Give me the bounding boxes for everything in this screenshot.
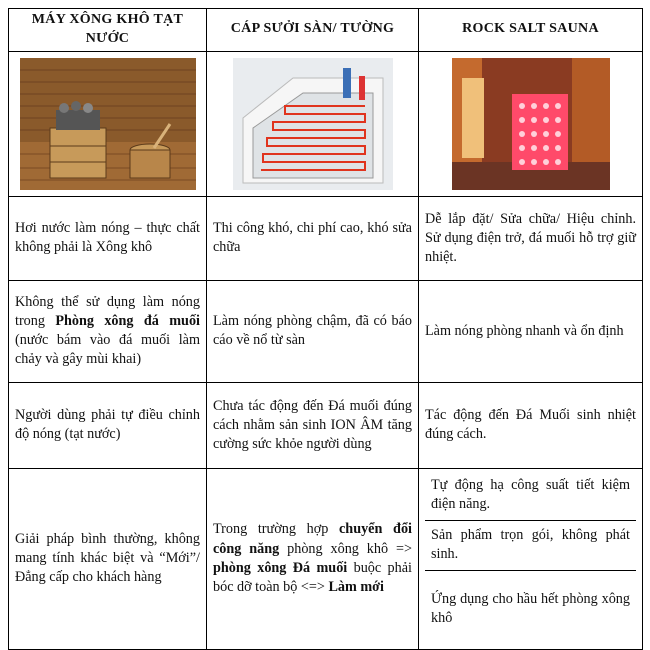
row3-col2: Chưa tác động đến Đá muối đúng cách nhằm sản sinh ION ÂM tăng cường sức khỏe người dùng [207,382,419,468]
header-row [9,9,643,52]
row2-col3: Làm nóng phòng nhanh và ổn định [419,280,643,382]
row4-col1: Giải pháp bình thường, không mang tính khác biệt và “Mới”/ Đẳng cấp cho khách hàng [9,468,207,649]
row4-col3-item-b: Sản phẩm trọn gói, không phát sinh. [425,520,636,570]
header-dry-sauna: MÁY XÔNG KHÔ TẠT NƯỚC [9,9,207,52]
rock-salt-sauna-photo [419,51,643,196]
header-heating-cable: CÁP SƯỞI SÀN/ TƯỜNG [207,9,419,52]
table-row [9,196,643,280]
row1-col1: Hơi nước làm nóng – thực chất không phải là Xông khô [9,196,207,280]
row1-col3: Dễ lắp đặt/ Sửa chữa/ Hiệu chỉnh. Sử dụng điện trở, đá muối hỗ trợ giữ nhiệt. [419,196,643,280]
row2-col2: Làm nóng phòng chậm, đã có báo cáo về nổ từ sàn [207,280,419,382]
header-rock-salt-sauna: ROCK SALT SAUNA [419,9,643,52]
table-row [9,280,643,382]
row4-col3-stack [425,471,636,647]
table-row [9,468,643,649]
row4-col3-item-a: Tự động hạ công suất tiết kiệm điện năng. [431,477,630,513]
image-row [9,51,643,196]
row4-col3-item-c: Ứng dụng cho hầu hết phòng xông khô [425,570,636,647]
row2-col1: Không thể sử dụng làm nóng trong Phòng xông đá muối (nước bám vào đá muối làm chảy và gây mùi khai) [9,280,207,382]
comparison-table [8,8,643,650]
row4-col2: Trong trường hợp chuyển đổi công năng phòng xông khô => phòng xông Đá muối buộc phải bóc dỡ toàn bộ <=> Làm mới [207,468,419,649]
row3-col1: Người dùng phải tự điều chỉnh độ nóng (tạt nước) [9,382,207,468]
heating-cable-diagram [207,51,419,196]
dry-sauna-photo [9,51,207,196]
row4-col3 [419,468,643,649]
row1-col2: Thi công khó, chi phí cao, khó sửa chữa [207,196,419,280]
row3-col3: Tác động đến Đá Muối sinh nhiệt đúng cách. [419,382,643,468]
table-row [9,382,643,468]
